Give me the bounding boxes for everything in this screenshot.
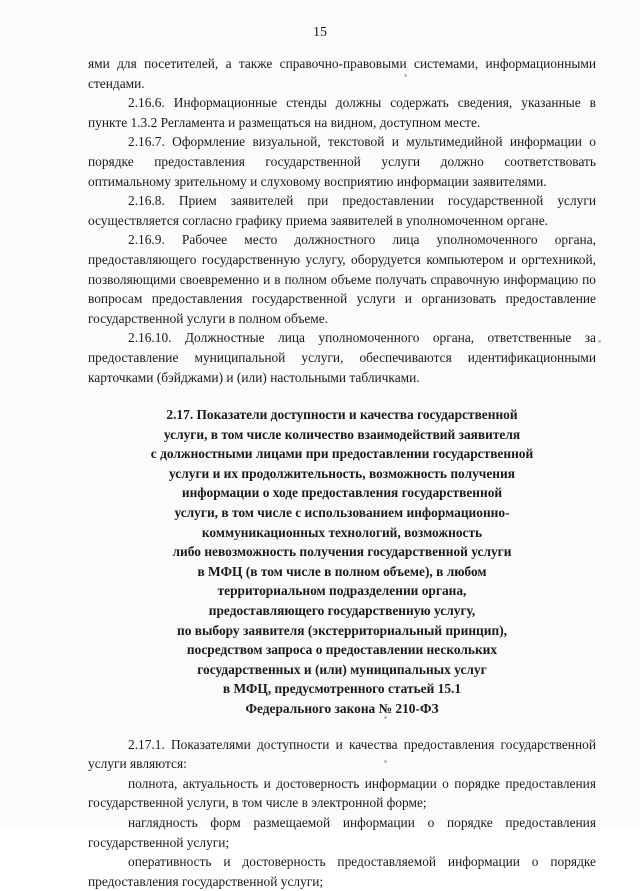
paragraph: ями для посетителей, а также справочно-правовыми системами, информационными стендами. xyxy=(88,56,596,91)
paragraph: 2.16.9. Рабочее место должностного лица уполномоченного органа, предоставляющего государственную услугу, оборудуется компьютером и оргтехникой, позволяющими своевременно и в полном объеме получать справочную информацию по вопросам предоставления государственной услуги и организовать предоставление государственной услуги в полном объеме. xyxy=(88,232,596,326)
heading-line: услуги, в том числе с использованием информационно- xyxy=(174,505,510,521)
heading-line: территориальном подразделении органа, xyxy=(217,583,467,599)
heading-line: в МФЦ, предусмотренного статьей 15.1 xyxy=(222,681,462,697)
paragraph: оперативность и достоверность предоставляемой информации о порядке предоставления государственной услуги; xyxy=(88,854,596,889)
heading-line: информации о ходе предоставления государственной xyxy=(181,485,503,501)
paragraph: наглядность форм размещаемой информации о порядке предоставления государственной услуги; xyxy=(88,814,596,850)
paragraph: 2.16.6. Информационные стенды должны содержать сведения, указанные в пункте 1.3.2 Регламента и размещаться на видном, доступном месте. xyxy=(88,95,596,130)
heading-line: услуги, в том числе количество взаимодействий заявителя xyxy=(163,426,521,442)
paragraph: 2.17.1. Показателями доступности и качества предоставления государственной услуги являются: xyxy=(88,736,596,772)
paragraph: полнота, актуальность и достоверность информации о порядке предоставления государственной услуги, в том числе в электронной форме; xyxy=(88,775,596,811)
heading-line: по выбору заявителя (экстерриториальный принцип), xyxy=(176,622,507,638)
paragraph: 2.16.7. Оформление визуальной, текстовой и мультимедийной информации о порядке предоставления государственной услуги должно соответствовать оптимальному зрительному и слуховому восприятию информации заявителями. xyxy=(88,134,596,189)
document-body xyxy=(88,54,596,891)
heading-line: предоставляющего государственную услугу, xyxy=(208,603,476,619)
heading-line: услуги и их продолжительность, возможность получения xyxy=(169,465,515,481)
section-heading xyxy=(124,405,560,719)
scan-speck xyxy=(404,74,407,77)
paragraph: 2.16.8. Прием заявителей при предоставлении государственной услуги осуществляется согласно графику приема заявителей в уполномоченном органе. xyxy=(88,193,596,228)
heading-line: либо невозможность получения государственной услуги xyxy=(172,544,512,560)
paragraph: 2.16.10. Должностные лица уполномоченного органа, ответственные за предоставление муниципальной услуги, обеспечиваются идентификационными карточками (бэйджами) и (или) настольными табличками. xyxy=(88,330,596,385)
heading-line: государственных и (или) муниципальных услуг xyxy=(197,661,487,677)
scan-speck xyxy=(384,760,387,763)
heading-line: посредством запроса о предоставлении нескольких xyxy=(186,642,498,658)
heading-line: коммуникационных технологий, возможность xyxy=(201,524,483,540)
page-number: 15 xyxy=(313,25,327,40)
heading-line: с должностными лицами при предоставлении государственной xyxy=(150,446,534,462)
heading-line: 2.17. Показатели доступности и качества государственной xyxy=(166,407,518,423)
scan-speck xyxy=(384,716,387,719)
heading-line: в МФЦ (в том числе в полном объеме), в любом xyxy=(197,563,487,579)
scan-speck xyxy=(598,340,601,343)
heading-line: Федерального закона № 210-ФЗ xyxy=(245,701,439,716)
